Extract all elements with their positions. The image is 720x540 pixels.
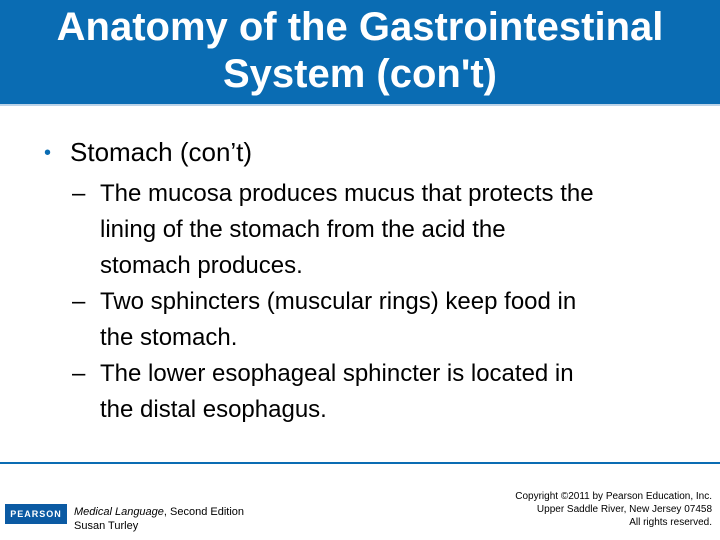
book-edition: , Second Edition <box>163 506 245 518</box>
book-credit <box>74 505 244 533</box>
sub-bullet-3-line-1: The lower esophageal sphincter is located in <box>100 360 574 387</box>
sub-bullet-1-line-1: The mucosa produces mucus that protects the <box>100 180 594 207</box>
dash-icon: – <box>72 288 86 315</box>
slide-title <box>0 4 720 98</box>
book-title: Medical Language <box>74 506 164 518</box>
title-band <box>0 0 720 106</box>
pearson-logo-text: PEARSON <box>10 509 62 519</box>
dash-icon: – <box>72 360 86 387</box>
sub-bullet-3-line-2: the distal esophagus. <box>100 396 327 423</box>
copyright-line-1: Copyright ©2011 by Pearson Education, Inc. <box>515 491 712 502</box>
footer-divider <box>0 462 720 464</box>
dash-icon: – <box>72 180 86 207</box>
sub-bullet-1-line-2: lining of the stomach from the acid the <box>100 216 506 243</box>
slide-title-line-2: System (con't) <box>222 52 497 96</box>
sub-bullet-2 <box>72 284 692 356</box>
sub-bullet-3 <box>72 356 692 428</box>
copyright-line-2: Upper Saddle River, New Jersey 07458 <box>536 504 712 515</box>
copyright-line-3: All rights reserved. <box>629 517 712 528</box>
slide-title-line-1: Anatomy of the Gastrointestinal <box>56 5 664 49</box>
bullet-icon: • <box>44 142 52 164</box>
sub-bullet-2-line-1: Two sphincters (muscular rings) keep food in <box>100 288 577 315</box>
book-author: Susan Turley <box>74 520 139 532</box>
sub-bullet-1-line-3: stomach produces. <box>100 252 303 279</box>
main-bullet-text: Stomach (con’t) <box>70 137 253 167</box>
copyright-notice <box>452 490 712 529</box>
sub-bullet-2-line-2: the stomach. <box>100 324 238 351</box>
sub-bullet-1 <box>72 176 692 284</box>
pearson-logo <box>5 504 67 524</box>
main-bullet <box>44 134 252 171</box>
